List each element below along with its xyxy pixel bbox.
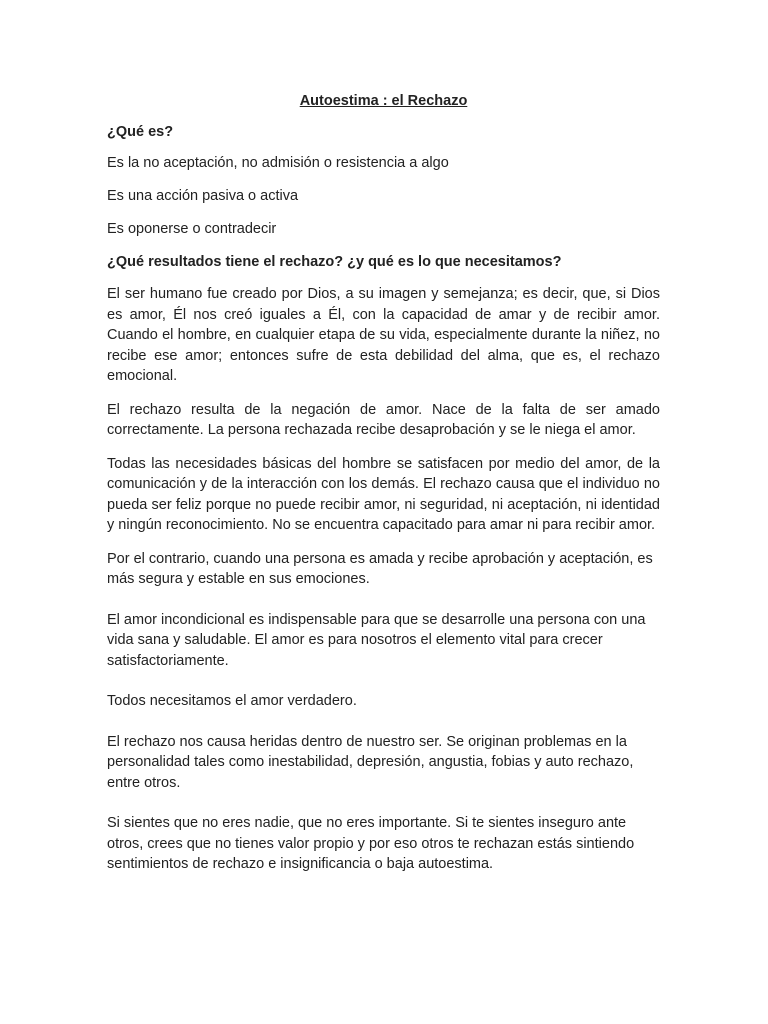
paragraph-8: Si sientes que no eres nadie, que no eres importante. Si te sientes inseguro ante otros, crees que no tienes valor propio y por eso otros te rechazan estás sintiendo sentimientos de rechazo e insignificancia o baja autoestima. (107, 815, 635, 872)
document-page (107, 92, 660, 888)
definition-line-2: Es una acción pasiva o activa (107, 188, 299, 204)
document-title: Autoestima : el Rechazo (299, 93, 468, 109)
paragraph-1: El ser humano fue creado por Dios, a su imagen y semejanza; es decir, que, si Dios es amor, Él nos creó iguales a Él, con la capacidad de amar y de recibir amor. Cuando el hombre, en cualquier etapa de su vida, especialmente durante la niñez, no recibe ese amor; entonces sufre de esta debilidad del alma, que es, el rechazo emocional. (107, 286, 660, 384)
paragraph-6: Todos necesitamos el amor verdadero. (107, 693, 357, 709)
definition-line-3: Es oponerse o contradecir (107, 221, 277, 237)
paragraph-5: El amor incondicional es indispensable para que se desarrolle una persona con una vida sana y saludable. El amor es para nosotros el elemento vital para crecer satisfactoriamente. (107, 611, 646, 669)
definition-line-1: Es la no aceptación, no admisión o resistencia a algo (107, 155, 449, 171)
heading-results: ¿Qué resultados tiene el rechazo? ¿y qué es lo que necesitamos? (107, 254, 562, 270)
paragraph-4: Por el contrario, cuando una persona es amada y recibe aprobación y aceptación, es más segura y estable en sus emociones. (107, 550, 653, 587)
paragraph-2: El rechazo resulta de la negación de amor. Nace de la falta de ser amado correctamente. La persona rechazada recibe desaprobación y se le niega el amor. (107, 401, 660, 438)
paragraph-7: El rechazo nos causa heridas dentro de nuestro ser. Se originan problemas en la personalidad tales como inestabilidad, depresión, angustia, fobias y auto rechazo, entre otros. (107, 733, 634, 791)
heading-what-is: ¿Qué es? (107, 124, 174, 140)
paragraph-3: Todas las necesidades básicas del hombre se satisfacen por medio del amor, de la comunicación y de la interacción con los demás. El rechazo causa que el individuo no pueda ser feliz porque no puede recibir amor, ni seguridad, ni aceptación, ni identidad y ningún reconocimiento. No se encuentra capacitado para amar ni para recibir amor. (107, 455, 660, 533)
